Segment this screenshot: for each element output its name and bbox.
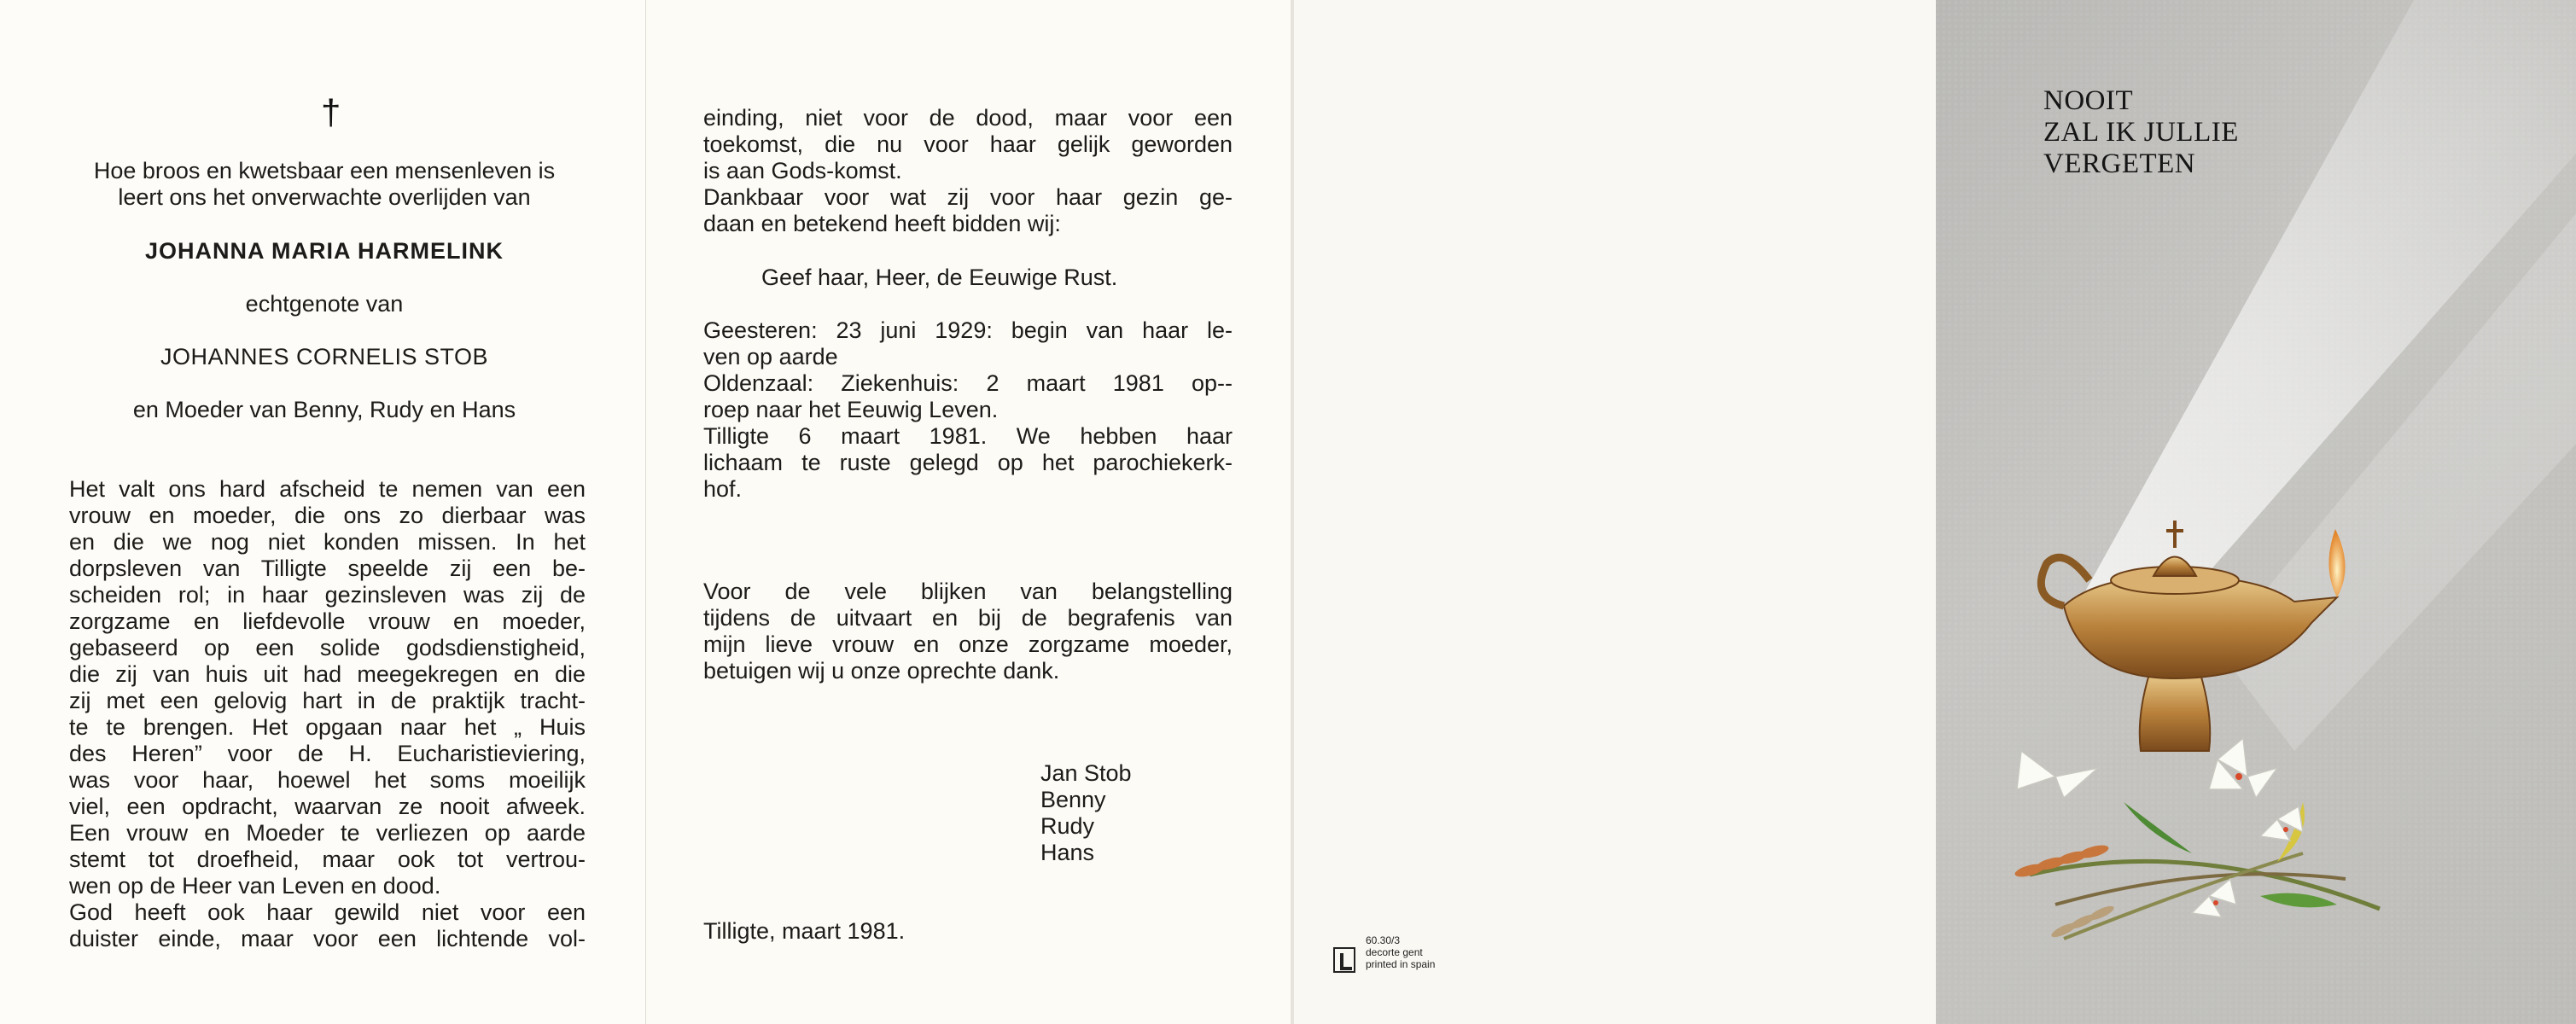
body-line: en die we nog niet konden missen. In het: [69, 529, 586, 555]
deceased-name: JOHANNA MARIA HARMELINK: [145, 238, 504, 264]
body-line: die zij van huis uit had meegekregen en die: [69, 661, 586, 687]
body-line: duister einde, maar voor een lichtende vol-: [69, 926, 586, 951]
children-line: en Moeder van Benny, Rudy en Hans: [132, 397, 516, 422]
card-page-right: [645, 0, 1291, 1024]
intro-text: [60, 158, 589, 211]
body-line: roep naar het Eeuwig Leven.: [703, 397, 999, 422]
memorial-text: [69, 476, 586, 952]
body-line: stemt tot droefheid, maar ook tot vertrou-: [69, 847, 586, 872]
body-line: vrouw en moeder, die ons zo dierbaar was: [69, 503, 586, 528]
body-line: tijdens de uitvaart en bij de begrafenis van: [703, 605, 1233, 631]
body-line: zij met een gelovig hart in de praktijk tracht-: [69, 688, 586, 713]
body-line: lichaam te ruste gelegd op het parochiekerk-: [703, 450, 1233, 475]
body-line: is aan Gods-komst.: [703, 158, 902, 183]
body-line: Oldenzaal: Ziekenhuis: 2 maart 1981 op--: [703, 370, 1233, 396]
title-line: VERGETEN: [2043, 148, 2196, 179]
title-line: ZAL IK JULLIE: [2043, 117, 2239, 148]
body-line: was voor haar, hoewel het soms moeilijk: [69, 767, 586, 793]
dates-text: [703, 317, 1233, 503]
body-line: betuigen wij u onze oprechte dank.: [703, 658, 1060, 684]
printer-logo-icon: [1333, 947, 1355, 973]
intro-line: Hoe broos en kwetsbaar een mensenleven is: [93, 158, 556, 183]
body-line: Dankbaar voor wat zij voor haar gezin ge-: [703, 184, 1233, 210]
place-date: Tilligte, maart 1981.: [703, 918, 906, 944]
body-line: te te brengen. Het opgaan naar het „ Huis: [69, 714, 586, 740]
signature-name: Jan Stob: [1040, 760, 1132, 786]
body-line: God heeft ook haar gewild niet voor een: [69, 899, 586, 925]
imprint-code: 60.30/3: [1366, 934, 1401, 946]
printer-imprint: [1366, 934, 1435, 970]
body-line: viel, een opdracht, waarvan ze nooit afweek.: [69, 794, 586, 819]
body-line: dorpsleven van Tilligte speelde zij een be-: [69, 556, 586, 581]
card-page-left: [0, 0, 645, 1024]
signatures: [1040, 760, 1211, 866]
spouse-name: JOHANNES CORNELIS STOB: [160, 344, 489, 369]
body-line: wen op de Heer van Leven en dood.: [69, 873, 441, 899]
body-line: zorgzame en liefdevolle vrouw en moeder,: [69, 608, 586, 634]
cross-icon: †: [321, 92, 341, 132]
body-line: Een vrouw en Moeder te verliezen op aarde: [69, 820, 586, 846]
body-line: Geesteren: 23 juni 1929: begin van haar le-: [703, 317, 1233, 343]
thanks-text: [703, 579, 1233, 684]
body-line: Het valt ons hard afscheid te nemen van een: [69, 476, 586, 502]
card-cover: [1936, 0, 2576, 1024]
imprint-printer: decorte gent: [1366, 946, 1423, 958]
spouse-label: echtgenote van: [245, 291, 404, 317]
intro-line: leert ons het onverwachte overlijden van: [118, 184, 531, 210]
body-line: Voor de vele blijken van belangstelling: [703, 579, 1233, 604]
body-line: gebaseerd op een solide godsdienstigheid,: [69, 635, 586, 660]
body-line: hof.: [703, 476, 743, 502]
body-line: daan en betekend heeft bidden wij:: [703, 211, 1061, 236]
signature-name: Rudy: [1040, 813, 1095, 839]
body-line: einding, niet voor de dood, maar voor een: [703, 105, 1233, 131]
cover-title: [2043, 85, 2299, 180]
body-line: ven op aarde: [703, 344, 838, 369]
body-line: Tilligte 6 maart 1981. We hebben haar: [703, 423, 1233, 449]
prayer-line: Geef haar, Heer, de Eeuwige Rust.: [761, 265, 1118, 290]
continuation-text: [703, 105, 1233, 237]
card-back-page: [1291, 0, 1936, 1024]
signature-name: Benny: [1040, 787, 1106, 812]
body-line: toekomst, die nu voor haar gelijk geworden: [703, 131, 1233, 157]
oil-lamp-with-lilies-icon: [1936, 495, 2576, 973]
body-line: mijn lieve vrouw en onze zorgzame moeder,: [703, 631, 1233, 657]
title-line: NOOIT: [2043, 85, 2134, 116]
body-line: scheiden rol; in haar gezinsleven was zij de: [69, 582, 586, 608]
signature-name: Hans: [1040, 840, 1095, 865]
imprint-origin: printed in spain: [1366, 958, 1436, 970]
body-line: des Heren” voor de H. Eucharistieviering,: [69, 741, 586, 766]
